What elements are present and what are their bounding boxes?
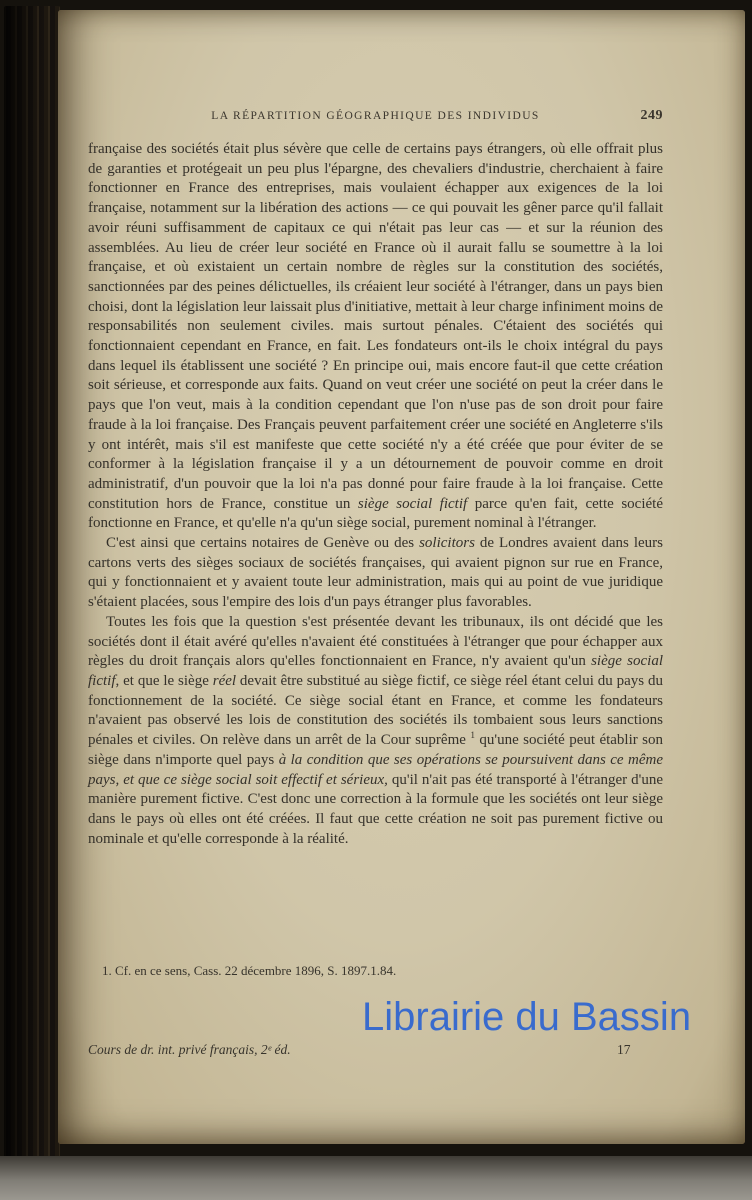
book-page-edges: [4, 6, 60, 1180]
page-number-top: 249: [640, 108, 663, 123]
running-header: [88, 110, 663, 122]
page-number-bottom: 17: [617, 1042, 631, 1057]
book-page: [58, 10, 745, 1144]
bookseller-watermark: Librairie du Bassin: [362, 995, 692, 1039]
footer-line: [88, 1042, 663, 1058]
running-header-title: LA RÉPARTITION GÉOGRAPHIQUE DES INDIVIDUS: [211, 110, 540, 122]
body-text: [88, 140, 663, 849]
paragraph: C'est ainsi que certains notaires de Genève ou des solicitors de Londres avaient dans leurs cartons verts des sièges sociaux de sociétés françaises, qui avaient pignon sur rue en France, qui y fonctionnaient et y avaient toute leur administration, mais qui au point de vue juridique s'étaient placées, sous l'empire des lois d'un pays étranger plus favorables.: [88, 535, 663, 611]
footer-citation: Cours de dr. int. privé français, 2ᵉ éd.: [88, 1042, 291, 1057]
table-surface: [0, 1156, 752, 1200]
paragraph: française des sociétés était plus sévère que celle de certains pays étrangers, où elle offrait plus de garanties et protégeait un peu plus l'épargne, des chevaliers d'industrie, cherchaient à faire fonctionner en France des entreprises, mais voulaient échapper aux exigences de la loi française, notamment sur la libération des actions — ce qui pouvait les gêner parce qu'il fallait avoir réuni suffisamment de capitaux ce qui n'était pas leur cas — et sur la réunion des assemblées. Au lieu de créer leur société en France où il aurait fallu se soumettre à la loi française, et où existaient un certain nombre de règles sur la constitution des sociétés, sanctionnées par des peines délictuelles, ils créaient leur société à l'étranger, dans un pays bien choisi, dont la législation leur laissait plus d'initiative, mettait à leur charge infiniment moins de responsabilités non seulement civiles. mais surtout pénales. C'étaient des sociétés qui fonctionnaient cependant en France, en fait. Les fondateurs ont-ils le choix intégral du pays dans lequel ils établissent une société ? En principe oui, mais encore faut-il que cette création soit sérieuse, et corresponde aux faits. Quand on veut créer une société on peut la créer dans le pays que l'on veut, mais à la condition cependant que l'on n'use pas de son droit pour faire fraude à la loi française. Des Français peuvent parfaitement créer une société en Angleterre s'ils y ont intérêt, mais s'il est manifeste que cette société n'y a été créée que pour éviter de se conformer à la législation française il y a un détournement de pouvoir comme en droit administratif, d'un pouvoir que la loi n'a pas donné pour faire fraude à la loi française. Cette constitution hors de France, constitue un siège social fictif parce qu'en fait, cette société fonctionne en France, et qu'elle n'a qu'un siège social, purement nominal à l'étranger.: [88, 141, 663, 532]
footnote: 1. Cf. en ce sens, Cass. 22 décembre 1896, S. 1897.1.84.: [102, 963, 397, 978]
text-column: [88, 10, 663, 1144]
paragraph: Toutes les fois que la question s'est présentée devant les tribunaux, ils ont décidé que les sociétés dont il était avéré qu'elles n'avaient été constituées à l'étranger que pour échapper aux règles du droit français alors qu'elles fonctionnaient en France, n'y avaient qu'un siège social fictif, et que le siège réel devait être substitué au siège fictif, ce siège réel étant celui du pays du fonctionnement de la société. Ce siège social étant en France, et comme les fondateurs n'avaient pas observé les lois de constitution des sociétés ils tombaient sous leurs sanctions pénales et civiles. On relève dans un arrêt de la Cour suprême $^1$ qu'une société peut établir son siège dans n'importe quel pays à la condition que ses opérations se poursuivent dans ce même pays, et que ce siège social soit effectif et sérieux, qu'il n'ait pas été transporté à l'étranger d'une manière purement fictive. C'est donc une correction à la formule que les sociétés ont leur siège dans le pays où elles ont été créées. Il faut que cette création ne soit pas purement fictive ou nominale et qu'elle corresponde à la réalité.: [88, 613, 663, 847]
